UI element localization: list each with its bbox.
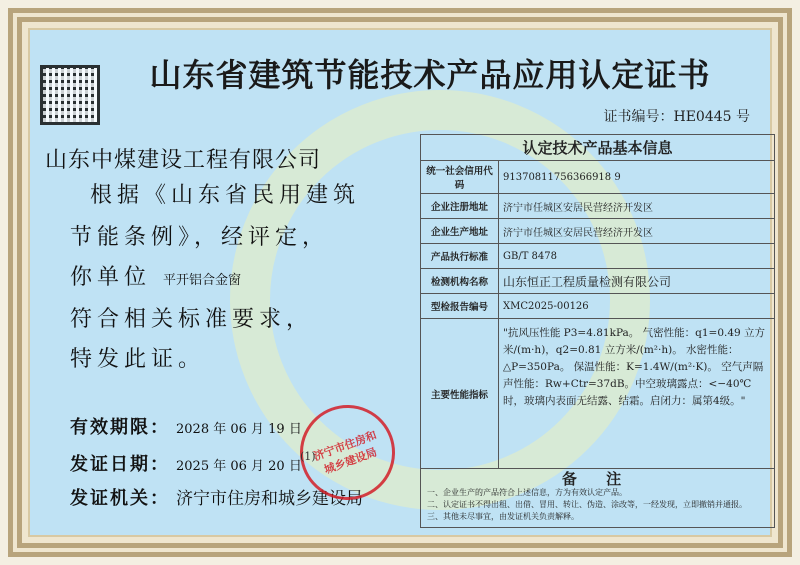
- performance-value: "抗风压性能 P3=4.81kPa。 气密性能：q1=0.49 立方米/(m·h)，q2=0.81 立方米/(m²·h)。 水密性能：△P=350Pa。 保温性能：K=1.4W/(m²·K)。 空气声隔声性能：Rw+Ctr=37dB。中空玻璃露点：<−40℃时，玻璃内表面无结露、结霜。启闭力：属第4级。": [499, 319, 775, 469]
- note-item: 一、企业生产的产品符合上述信息，方为有效认定产品。: [427, 488, 627, 497]
- product-name: 平开铝合金窗: [163, 273, 242, 288]
- row-label: 产品执行标准: [421, 244, 499, 269]
- issue-date-value: 2025 年 06 月 20 日: [176, 459, 302, 474]
- row-label: 检测机构名称: [421, 269, 499, 294]
- issuer-value: 济宁市住房和城乡建设局: [176, 489, 363, 509]
- issue-date-label: 发证日期：: [70, 454, 170, 475]
- table-row: [421, 219, 775, 244]
- row-value: 济宁市任城区安居民营经济开发区: [499, 219, 775, 244]
- notes-section: [421, 469, 775, 528]
- table-row: [421, 244, 775, 269]
- body-line-5: 特发此证。: [70, 347, 206, 372]
- row-label: 型检报告编号: [421, 294, 499, 319]
- table-row-performance: [421, 319, 775, 469]
- issuer-label: 发证机关：: [70, 488, 170, 509]
- row-value: 91370811756366918 9: [499, 161, 775, 194]
- note-item: 三、其他未尽事宜，由发证机关负责解释。: [427, 512, 579, 521]
- table-row: [421, 194, 775, 219]
- body-line-3: [70, 260, 241, 291]
- seal-text: 济宁市住房和城乡建设局: [311, 428, 379, 477]
- notes-title: 备 注: [561, 470, 634, 488]
- row-value: 济宁市任城区安居民营经济开发区: [499, 194, 775, 219]
- body-line-3-prefix: 你单位: [70, 265, 152, 290]
- body-line-1: 根据《山东省民用建筑: [90, 183, 361, 208]
- product-info-table: [420, 134, 775, 528]
- validity-value: 2028 年 06 月 19 日: [176, 422, 302, 437]
- validity-label: 有效期限：: [70, 417, 170, 438]
- table-row: [421, 161, 775, 194]
- row-label: 企业注册地址: [421, 194, 499, 219]
- validity-row: [70, 413, 302, 439]
- row-value: GB/T 8478: [499, 244, 775, 269]
- table-header: 认定技术产品基本信息: [421, 135, 775, 161]
- note-item: 二、认定证书不得出租、出借、冒用、转让、伪造、涂改等，一经发现，立即撤销并通报。: [427, 500, 747, 509]
- row-label: 企业生产地址: [421, 219, 499, 244]
- qr-code: [40, 65, 100, 125]
- table-row: [421, 294, 775, 319]
- certificate-number: 证书编号：HE0445 号: [603, 109, 750, 125]
- row-label: 统一社会信用代码: [421, 161, 499, 194]
- row-label: 主要性能指标: [421, 319, 499, 469]
- certificate-title: 山东省建筑节能技术产品应用认定证书: [149, 56, 711, 94]
- company-name: 山东中煤建设工程有限公司: [45, 148, 322, 173]
- row-value: XMC2025-00126: [499, 294, 775, 319]
- row-value: 山东恒正工程质量检测有限公司: [499, 269, 775, 294]
- body-line-2: 节能条例》，经评定，: [70, 225, 330, 250]
- body-line-4: 符合相关标准要求，: [70, 307, 314, 332]
- issue-date-row: [70, 450, 302, 476]
- seal-mark: (1): [300, 450, 316, 463]
- table-row: [421, 269, 775, 294]
